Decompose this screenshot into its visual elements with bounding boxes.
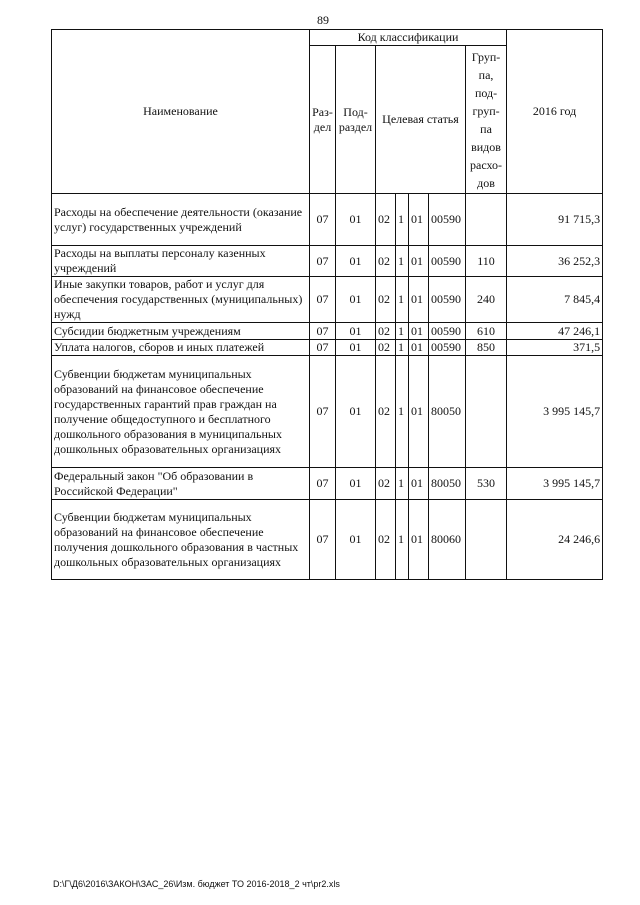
row-target-program: 02 xyxy=(376,194,396,246)
budget-table xyxy=(51,29,603,580)
header-name: Наименование xyxy=(52,30,310,194)
row-target-program: 02 xyxy=(376,246,396,277)
row-target-program: 02 xyxy=(376,323,396,340)
table-row xyxy=(52,468,603,500)
row-amount: 7 845,4 xyxy=(507,277,603,323)
row-target-direction: 00590 xyxy=(429,194,466,246)
header-podrazdel: Под- раздел xyxy=(336,46,376,194)
row-target-subprogram: 1 xyxy=(396,323,409,340)
row-expense-group xyxy=(466,194,507,246)
row-podrazdel: 01 xyxy=(336,277,376,323)
row-name: Расходы на обеспечение деятельности (оказание услуг) государственных учреждений xyxy=(52,194,310,246)
row-target-program: 02 xyxy=(376,500,396,580)
row-target-subprogram: 1 xyxy=(396,340,409,356)
row-expense-group: 110 xyxy=(466,246,507,277)
header-target: Целевая статья xyxy=(376,46,466,194)
row-target-activity: 01 xyxy=(409,468,429,500)
row-target-program: 02 xyxy=(376,356,396,468)
row-target-direction: 00590 xyxy=(429,323,466,340)
row-razdel: 07 xyxy=(310,468,336,500)
row-expense-group: 610 xyxy=(466,323,507,340)
row-target-activity: 01 xyxy=(409,323,429,340)
row-target-subprogram: 1 xyxy=(396,277,409,323)
row-target-activity: 01 xyxy=(409,340,429,356)
table-row xyxy=(52,340,603,356)
row-razdel: 07 xyxy=(310,194,336,246)
row-target-direction: 00590 xyxy=(429,340,466,356)
row-amount: 36 252,3 xyxy=(507,246,603,277)
row-name: Федеральный закон "Об образовании в Российской Федерации" xyxy=(52,468,310,500)
table-row xyxy=(52,277,603,323)
row-target-subprogram: 1 xyxy=(396,356,409,468)
row-podrazdel: 01 xyxy=(336,194,376,246)
row-razdel: 07 xyxy=(310,277,336,323)
row-razdel: 07 xyxy=(310,500,336,580)
header-group: Груп- па, под- груп- па видов расхо- дов xyxy=(466,46,507,194)
row-target-activity: 01 xyxy=(409,500,429,580)
row-podrazdel: 01 xyxy=(336,340,376,356)
row-target-direction: 80050 xyxy=(429,356,466,468)
row-amount: 24 246,6 xyxy=(507,500,603,580)
row-expense-group xyxy=(466,500,507,580)
row-podrazdel: 01 xyxy=(336,356,376,468)
row-razdel: 07 xyxy=(310,356,336,468)
row-target-subprogram: 1 xyxy=(396,500,409,580)
row-expense-group: 850 xyxy=(466,340,507,356)
row-name: Уплата налогов, сборов и иных платежей xyxy=(52,340,310,356)
row-target-activity: 01 xyxy=(409,356,429,468)
row-podrazdel: 01 xyxy=(336,468,376,500)
row-target-program: 02 xyxy=(376,340,396,356)
table-row xyxy=(52,246,603,277)
row-amount: 47 246,1 xyxy=(507,323,603,340)
row-amount: 91 715,3 xyxy=(507,194,603,246)
row-expense-group: 530 xyxy=(466,468,507,500)
table-row xyxy=(52,500,603,580)
row-name: Иные закупки товаров, работ и услуг для обеспечения государственных (муниципальных) нужд xyxy=(52,277,310,323)
row-target-direction: 00590 xyxy=(429,246,466,277)
header-razdel: Раз- дел xyxy=(310,46,336,194)
table-row xyxy=(52,356,603,468)
row-razdel: 07 xyxy=(310,323,336,340)
page-number: 89 xyxy=(317,13,329,27)
row-name: Субвенции бюджетам муниципальных образований на финансовое обеспечение получения дошкольного образования в частных дошкольных образовательных организациях xyxy=(52,500,310,580)
row-name: Субсидии бюджетным учреждениям xyxy=(52,323,310,340)
row-target-direction: 80050 xyxy=(429,468,466,500)
row-target-direction: 80060 xyxy=(429,500,466,580)
row-podrazdel: 01 xyxy=(336,500,376,580)
row-podrazdel: 01 xyxy=(336,246,376,277)
row-razdel: 07 xyxy=(310,246,336,277)
row-amount: 3 995 145,7 xyxy=(507,468,603,500)
row-target-direction: 00590 xyxy=(429,277,466,323)
row-amount: 3 995 145,7 xyxy=(507,356,603,468)
row-target-program: 02 xyxy=(376,277,396,323)
row-target-activity: 01 xyxy=(409,246,429,277)
header-year: 2016 год xyxy=(507,30,603,194)
row-target-activity: 01 xyxy=(409,194,429,246)
row-target-activity: 01 xyxy=(409,277,429,323)
row-name: Расходы на выплаты персоналу казенных учреждений xyxy=(52,246,310,277)
row-target-subprogram: 1 xyxy=(396,468,409,500)
row-amount: 371,5 xyxy=(507,340,603,356)
row-target-program: 02 xyxy=(376,468,396,500)
row-razdel: 07 xyxy=(310,340,336,356)
row-name: Субвенции бюджетам муниципальных образований на финансовое обеспечение государственных гарантий прав граждан на получение общедоступного и бесплатного дошкольного образования в муниципальных дошкольных образовательных организациях xyxy=(52,356,310,468)
row-podrazdel: 01 xyxy=(336,323,376,340)
header-row-top xyxy=(52,30,603,46)
footer-file-path: D:\Г\Д6\2016\ЗАКОН\ЗАС_26\Изм. бюджет ТО 2016-2018_2 чт\pr2.xls xyxy=(53,879,340,889)
row-expense-group xyxy=(466,356,507,468)
table-row xyxy=(52,323,603,340)
row-target-subprogram: 1 xyxy=(396,246,409,277)
row-target-subprogram: 1 xyxy=(396,194,409,246)
row-expense-group: 240 xyxy=(466,277,507,323)
header-code-group: Код классификации xyxy=(310,30,507,46)
table-row xyxy=(52,194,603,246)
